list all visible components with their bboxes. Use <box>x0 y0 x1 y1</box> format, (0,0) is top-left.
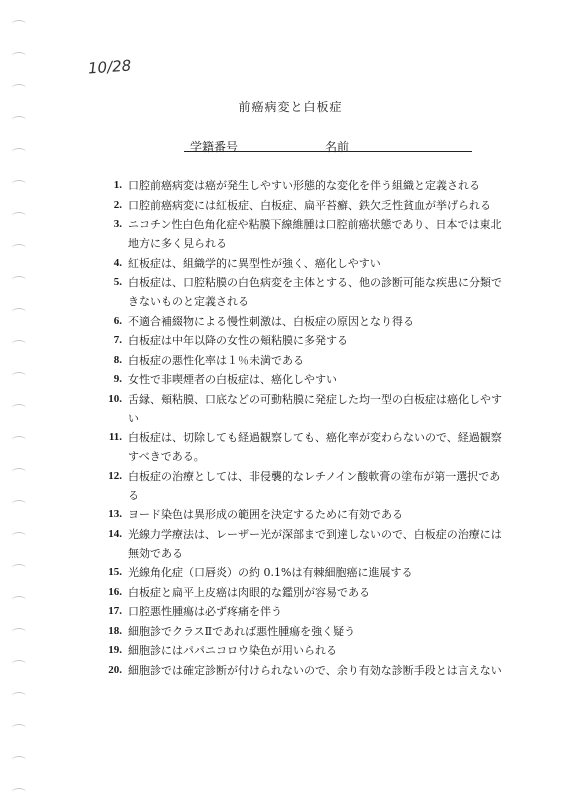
question-number: 17. <box>108 605 122 617</box>
question-item <box>96 622 506 641</box>
question-number: 2. <box>113 198 122 211</box>
question-item <box>96 467 506 505</box>
question-number: 20. <box>108 663 122 676</box>
question-item <box>96 273 506 311</box>
question-item <box>96 215 506 253</box>
question-item <box>96 331 506 350</box>
question-text: 細胞診では確定診断が付けられないので、余り有効な診断手段とは言えない <box>128 663 502 677</box>
binding-hole-mark <box>12 628 26 636</box>
binding-hole-mark <box>12 436 26 444</box>
binding-hole-mark <box>12 468 26 476</box>
question-number: 18. <box>108 624 122 637</box>
student-id-label: 学籍番号 <box>190 140 239 154</box>
question-item <box>96 254 506 273</box>
binding-hole-mark <box>12 724 26 732</box>
name-underline <box>184 151 472 152</box>
binding-hole-mark <box>12 116 26 124</box>
question-number: 13. <box>108 508 122 520</box>
binding-hole-mark <box>12 20 26 28</box>
binding-hole-mark <box>12 788 26 796</box>
question-item <box>96 196 506 215</box>
question-number: 1. <box>113 179 122 191</box>
question-number: 5. <box>113 276 122 288</box>
question-item <box>96 370 506 389</box>
question-number: 15. <box>108 566 122 578</box>
question-number: 19. <box>108 644 122 656</box>
binding-holes <box>0 0 42 800</box>
binding-hole-mark <box>12 756 26 764</box>
binding-hole-mark <box>12 52 26 60</box>
question-number: 8. <box>113 353 122 366</box>
question-text: 白板症は、口腔粘膜の白色病変を主体とする、他の診断可能な疾患に分類できないものと定義される <box>128 276 502 308</box>
binding-hole-mark <box>12 564 26 572</box>
question-item <box>96 505 506 524</box>
handwritten-date-note: 10/28 <box>87 56 132 78</box>
question-item <box>96 661 506 680</box>
binding-hole-mark <box>12 596 26 604</box>
question-number: 16. <box>108 585 122 598</box>
binding-hole-mark <box>12 340 26 348</box>
question-item <box>96 641 506 660</box>
question-text: 細胞診でクラスⅡであれば悪性腫瘍を強く疑う <box>128 624 356 638</box>
question-item <box>96 563 506 582</box>
question-text: 口腔前癌病変は癌が発生しやすい形態的な変化を伴う組織と定義される <box>128 179 480 192</box>
binding-hole-mark <box>12 500 26 508</box>
question-text: ニコチン性白色角化症や粘膜下線維腫は口腔前癌状態であり、日本では東北地方に多く見られる <box>128 218 502 250</box>
question-text: 口腔悪性腫瘍は必ず疼痛を伴う <box>128 605 282 618</box>
binding-hole-mark <box>12 276 26 284</box>
question-number: 7. <box>113 334 122 346</box>
question-text: 紅板症は、組織学的に異型性が強く、癌化しやすい <box>128 256 381 270</box>
binding-hole-mark <box>12 244 26 252</box>
binding-hole-mark <box>12 404 26 412</box>
question-item <box>96 428 506 466</box>
question-item <box>96 583 506 602</box>
question-text: 白板症と扁平上皮癌は肉眼的な鑑別が容易である <box>128 585 370 599</box>
page-title: 前癌病変と白板症 <box>238 100 343 114</box>
binding-hole-mark <box>12 212 26 220</box>
question-number: 12. <box>108 469 122 482</box>
question-number: 10. <box>108 392 122 405</box>
question-item <box>96 351 506 370</box>
question-text: 舌縁、頬粘膜、口底などの可動粘膜に発症した均一型の白板症は癌化しやすい <box>128 392 502 425</box>
question-text: 光線角化症（口唇炎）の約 0.1%は有棘細胞癌に進展する <box>128 566 413 579</box>
question-number: 11. <box>108 431 122 443</box>
question-list <box>96 176 506 680</box>
question-text: 細胞診にはパパニコロウ染色が用いられる <box>128 644 337 657</box>
question-number: 9. <box>113 373 122 385</box>
question-item <box>96 312 506 331</box>
binding-hole-mark <box>12 84 26 92</box>
binding-hole-mark <box>12 372 26 380</box>
question-number: 3. <box>113 218 122 230</box>
question-text: 口腔前癌病変には紅板症、白板症、扁平苔癬、鉄欠乏性貧血が挙げられる <box>128 198 491 212</box>
binding-hole-mark <box>12 532 26 540</box>
question-item <box>96 525 506 563</box>
binding-hole-mark <box>12 148 26 156</box>
question-number: 14. <box>108 527 122 540</box>
question-text: 白板症は中年以降の女性の頬粘膜に多発する <box>128 334 348 347</box>
binding-hole-mark <box>12 308 26 316</box>
question-text: ヨード染色は異形成の範囲を決定するために有効である <box>128 508 403 521</box>
question-text: 女性で非喫煙者の白板症は、癌化しやすい <box>128 373 337 386</box>
question-number: 4. <box>113 256 122 269</box>
name-label: 名前 <box>325 140 350 154</box>
question-text: 白板症の治療としては、非侵襲的なレチノイン酸軟膏の塗布が第一選択である <box>128 469 501 502</box>
binding-hole-mark <box>12 692 26 700</box>
question-number: 6. <box>113 314 122 327</box>
question-item <box>96 176 506 195</box>
binding-hole-mark <box>12 180 26 188</box>
question-item <box>96 602 506 621</box>
binding-hole-mark <box>12 660 26 668</box>
question-text: 不適合補綴物による慢性刺激は、白板症の原因となり得る <box>128 314 414 328</box>
question-text: 白板症は、切除しても経過観察しても、癌化率が変わらないので、経過観察すべきである。 <box>128 431 502 463</box>
question-text: 光線力学療法は、レーザー光が深部まで到達しないので、白板症の治療には無効である <box>128 527 502 560</box>
question-item <box>96 390 506 428</box>
question-text: 白板症の悪性化率は１％未満である <box>128 353 304 367</box>
